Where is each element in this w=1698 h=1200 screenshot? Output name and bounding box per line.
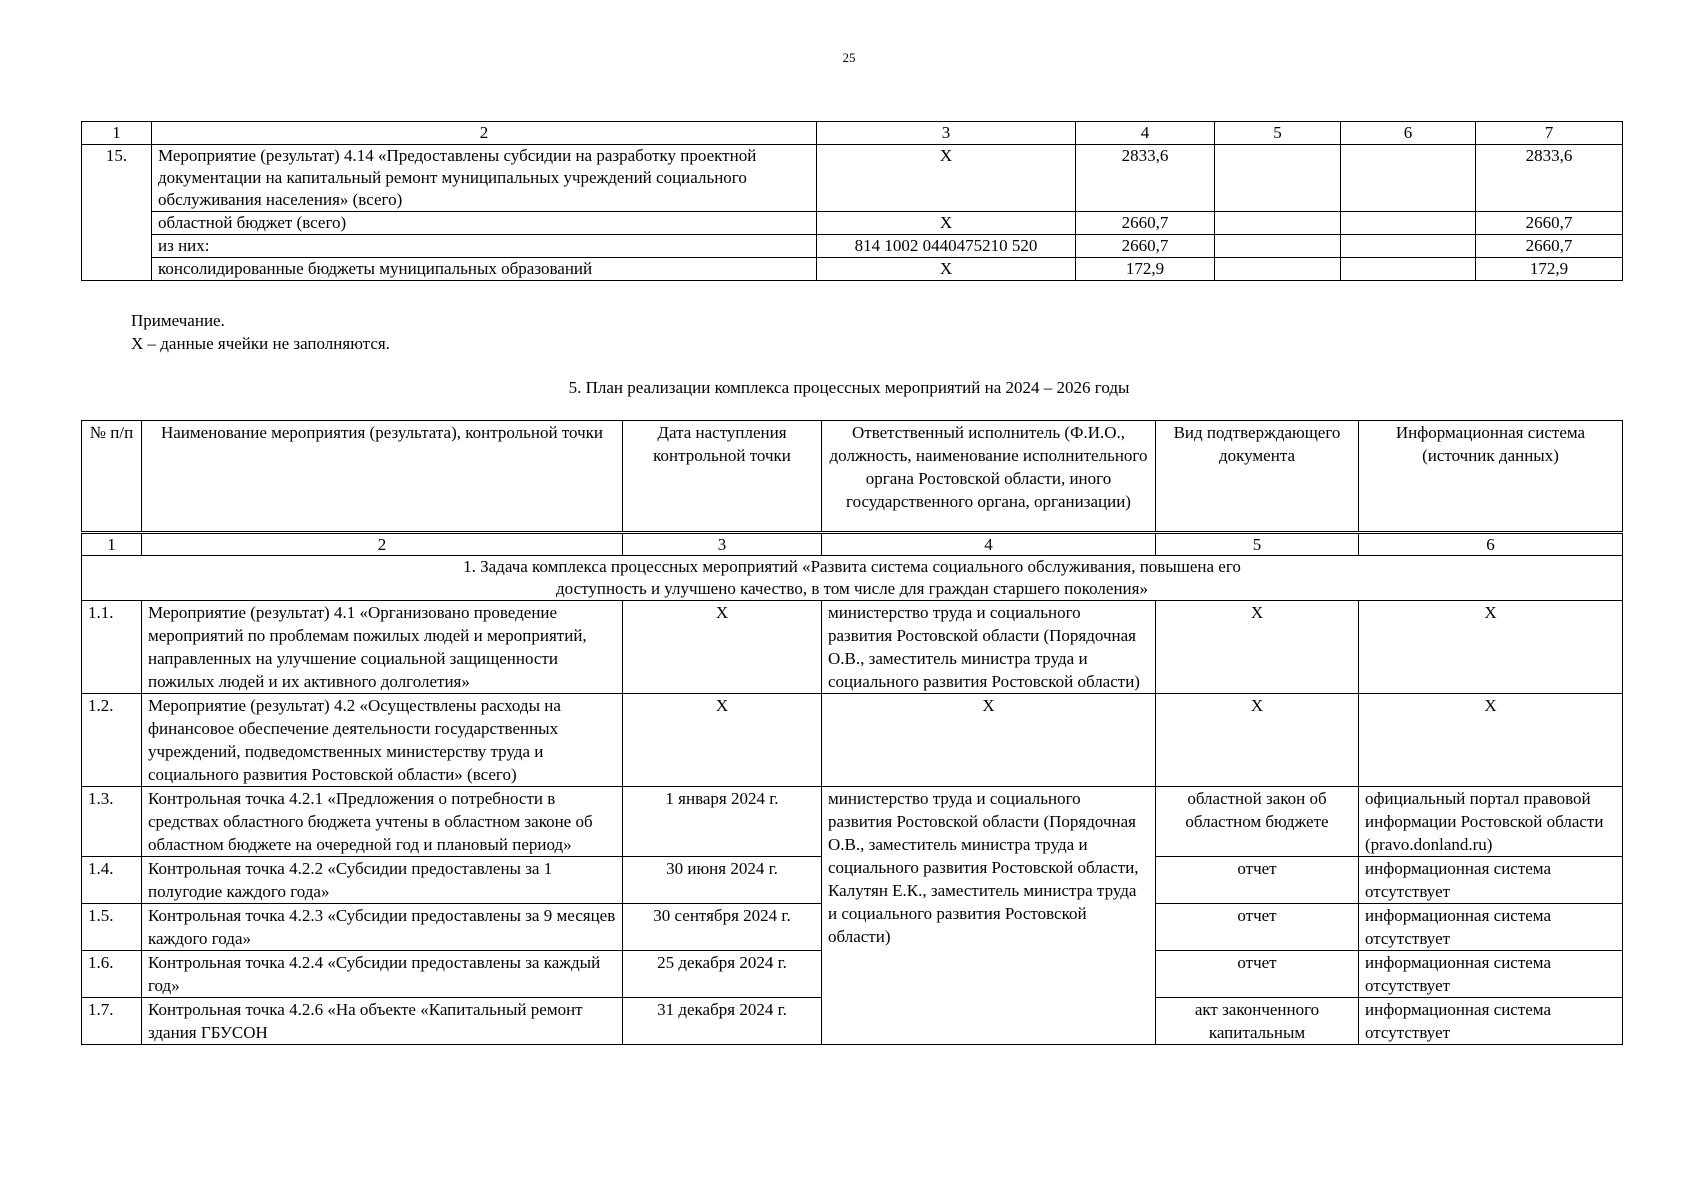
header-date: Дата наступления контрольной точки bbox=[623, 421, 822, 533]
col-number: 1 bbox=[82, 533, 142, 556]
row-document: акт законченного капитальным bbox=[1156, 998, 1359, 1045]
row-info: X bbox=[1359, 694, 1623, 787]
row-number: 15. bbox=[82, 145, 152, 281]
row-document: X bbox=[1156, 694, 1359, 787]
row-date: 25 декабря 2024 г. bbox=[623, 951, 822, 998]
row-document: областной закон об областном бюджете bbox=[1156, 787, 1359, 857]
row-value bbox=[1341, 212, 1476, 235]
note-title: Примечание. bbox=[131, 311, 225, 330]
row-date: 30 июня 2024 г. bbox=[623, 857, 822, 904]
column-number-row bbox=[82, 533, 1623, 556]
row-date: X bbox=[623, 601, 822, 694]
row-info: информационная система отсутствует bbox=[1359, 998, 1623, 1045]
row-code: X bbox=[817, 258, 1076, 281]
row-document: отчет bbox=[1156, 951, 1359, 998]
section-title: 5. План реализации комплекса процессных мероприятий на 2024 – 2026 годы bbox=[568, 378, 1130, 397]
row-number: 1.7. bbox=[82, 998, 142, 1045]
row-value: 172,9 bbox=[1076, 258, 1215, 281]
row-name: Контрольная точка 4.2.3 «Субсидии предоставлены за 9 месяцев каждого года» bbox=[142, 904, 623, 951]
row-value bbox=[1341, 145, 1476, 212]
table-row bbox=[82, 694, 1623, 787]
table-row bbox=[82, 212, 1623, 235]
row-value bbox=[1215, 235, 1341, 258]
row-date: 31 декабря 2024 г. bbox=[623, 998, 822, 1045]
row-number: 1.5. bbox=[82, 904, 142, 951]
row-code: 814 1002 0440475210 520 bbox=[817, 235, 1076, 258]
task-row bbox=[82, 556, 1623, 601]
col-number: 2 bbox=[142, 533, 623, 556]
row-name: Контрольная точка 4.2.4 «Субсидии предоставлены за каждый год» bbox=[142, 951, 623, 998]
row-value bbox=[1215, 258, 1341, 281]
task-title: 1. Задача комплекса процессных мероприятий «Развита система социального обслуживания, повышена его доступность и улучшено качество, в том числе для граждан старшего поколения» bbox=[82, 556, 1623, 601]
row-value: 2833,6 bbox=[1476, 145, 1623, 212]
note-text: X – данные ячейки не заполняются. bbox=[131, 334, 390, 353]
header-name: Наименование мероприятия (результата), контрольной точки bbox=[142, 421, 623, 533]
row-date: 1 января 2024 г. bbox=[623, 787, 822, 857]
col-number: 5 bbox=[1156, 533, 1359, 556]
row-value: 2660,7 bbox=[1076, 235, 1215, 258]
col-number: 6 bbox=[1341, 122, 1476, 145]
row-name: Мероприятие (результат) 4.14 «Предоставлены субсидии на разработку проектной документации на капитальный ремонт муниципальных учреждений социального обслуживания населения» (всего) bbox=[152, 145, 817, 212]
row-responsible: министерство труда и социального развития Ростовской области (Порядочная О.В., заместитель министра труда и социального развития Ростовской области) bbox=[822, 601, 1156, 694]
row-name: областной бюджет (всего) bbox=[152, 212, 817, 235]
col-number: 5 bbox=[1215, 122, 1341, 145]
row-value: 2660,7 bbox=[1476, 212, 1623, 235]
note bbox=[131, 309, 390, 355]
row-info: официальный портал правовой информации Ростовской области (pravo.donland.ru) bbox=[1359, 787, 1623, 857]
row-info: информационная система отсутствует bbox=[1359, 857, 1623, 904]
row-document: X bbox=[1156, 601, 1359, 694]
header-row bbox=[82, 421, 1623, 533]
header-info-system: Информационная система (источник данных) bbox=[1359, 421, 1623, 533]
header-responsible: Ответственный исполнитель (Ф.И.О., должность, наименование исполнительного органа Ростовской области, иного государственного органа, организации) bbox=[822, 421, 1156, 533]
row-code: X bbox=[817, 212, 1076, 235]
row-value: 172,9 bbox=[1476, 258, 1623, 281]
row-info: информационная система отсутствует bbox=[1359, 951, 1623, 998]
row-name: Мероприятие (результат) 4.1 «Организовано проведение мероприятий по проблемам пожилых людей и мероприятий, направленных на улучшение социальной защищенности пожилых людей и их активного долголетия» bbox=[142, 601, 623, 694]
col-number: 7 bbox=[1476, 122, 1623, 145]
row-number: 1.2. bbox=[82, 694, 142, 787]
header-document: Вид подтверждающего документа bbox=[1156, 421, 1359, 533]
header-num: № п/п bbox=[82, 421, 142, 533]
row-responsible-merged: министерство труда и социального развития Ростовской области (Порядочная О.В., заместитель министра труда и социального развития Ростовской области, Калутян Е.К., заместитель министра труда и социального развития Ростовской области) bbox=[822, 787, 1156, 1045]
budget-table bbox=[81, 121, 1623, 281]
col-number: 4 bbox=[1076, 122, 1215, 145]
column-number-row bbox=[82, 122, 1623, 145]
col-number: 1 bbox=[82, 122, 152, 145]
row-value: 2660,7 bbox=[1476, 235, 1623, 258]
row-value: 2833,6 bbox=[1076, 145, 1215, 212]
row-responsible: X bbox=[822, 694, 1156, 787]
table-row bbox=[82, 258, 1623, 281]
row-document: отчет bbox=[1156, 904, 1359, 951]
table-row bbox=[82, 145, 1623, 212]
row-value bbox=[1341, 258, 1476, 281]
col-number: 6 bbox=[1359, 533, 1623, 556]
row-name: Контрольная точка 4.2.2 «Субсидии предоставлены за 1 полугодие каждого года» bbox=[142, 857, 623, 904]
row-document: отчет bbox=[1156, 857, 1359, 904]
page-number: 25 bbox=[842, 50, 856, 65]
row-number: 1.4. bbox=[82, 857, 142, 904]
row-name: Контрольная точка 4.2.1 «Предложения о потребности в средствах областного бюджета учтены в областном законе об областном бюджете на очередной год и плановый период» bbox=[142, 787, 623, 857]
row-number: 1.3. bbox=[82, 787, 142, 857]
plan-table bbox=[81, 420, 1623, 1045]
table-row bbox=[82, 601, 1623, 694]
row-number: 1.1. bbox=[82, 601, 142, 694]
col-number: 3 bbox=[623, 533, 822, 556]
row-number: 1.6. bbox=[82, 951, 142, 998]
row-value bbox=[1215, 145, 1341, 212]
row-value: 2660,7 bbox=[1076, 212, 1215, 235]
col-number: 2 bbox=[152, 122, 817, 145]
table-row bbox=[82, 787, 1623, 857]
row-date: X bbox=[623, 694, 822, 787]
row-value bbox=[1215, 212, 1341, 235]
row-code: X bbox=[817, 145, 1076, 212]
row-info: X bbox=[1359, 601, 1623, 694]
row-name: из них: bbox=[152, 235, 817, 258]
row-date: 30 сентября 2024 г. bbox=[623, 904, 822, 951]
row-info: информационная система отсутствует bbox=[1359, 904, 1623, 951]
row-name: консолидированные бюджеты муниципальных образований bbox=[152, 258, 817, 281]
col-number: 4 bbox=[822, 533, 1156, 556]
row-value bbox=[1341, 235, 1476, 258]
table-row bbox=[82, 235, 1623, 258]
col-number: 3 bbox=[817, 122, 1076, 145]
row-name: Контрольная точка 4.2.6 «На объекте «Капитальный ремонт здания ГБУСОН bbox=[142, 998, 623, 1045]
row-name: Мероприятие (результат) 4.2 «Осуществлены расходы на финансовое обеспечение деятельности государственных учреждений, подведомственных министерству труда и социального развития Ростовской области» (всего) bbox=[142, 694, 623, 787]
